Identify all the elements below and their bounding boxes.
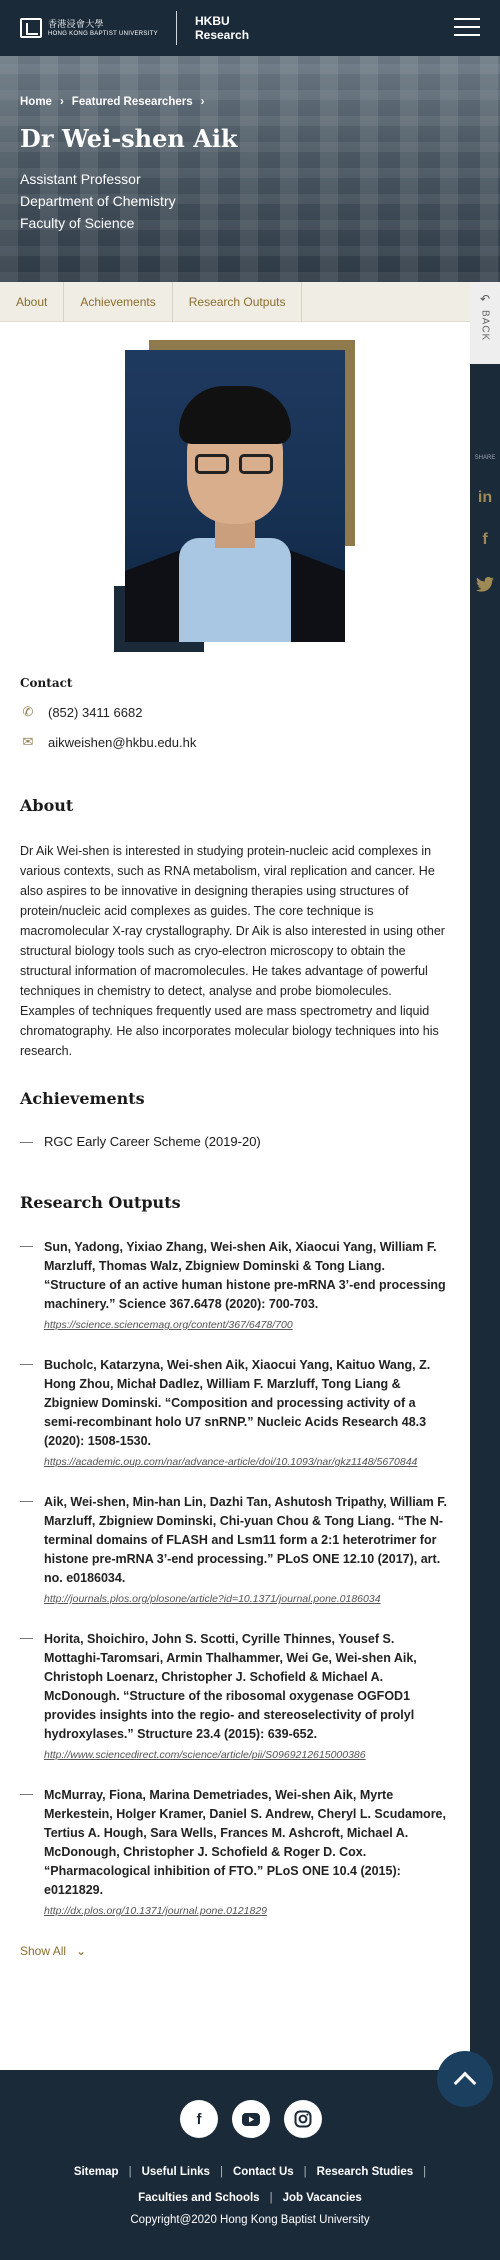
university-logo[interactable]: [20, 18, 158, 38]
researcher-affiliation: [20, 168, 176, 234]
back-button[interactable]: [470, 282, 500, 364]
contact-phone-row: [20, 704, 450, 720]
show-all-button[interactable]: Show All ⌄: [20, 1944, 87, 1958]
research-output-link[interactable]: http://dx.plos.org/10.1371/journal.pone.0121829: [44, 1905, 268, 1917]
research-output-item: [20, 1493, 450, 1606]
research-outputs-heading: Research Outputs: [20, 1193, 181, 1212]
hamburger-menu-icon[interactable]: [454, 18, 480, 38]
breadcrumb: [20, 96, 204, 108]
contact-heading: Contact: [20, 676, 73, 690]
research-output-item: [20, 1356, 450, 1469]
hero-banner: [0, 56, 500, 282]
breadcrumb-featured-researchers[interactable]: Featured Researchers: [71, 96, 193, 108]
main-content: [20, 676, 450, 1958]
researcher-photo: [125, 350, 345, 642]
achievement-item: — RGC Early Career Scheme (2019-20): [20, 1134, 261, 1149]
list-dash: —: [20, 1786, 33, 1801]
breadcrumb-home[interactable]: Home: [20, 96, 52, 108]
logo-mark-icon: [20, 18, 42, 38]
research-output-link[interactable]: https://science.sciencemag.org/content/367/6478/700: [44, 1319, 293, 1331]
research-output-citation: Bucholc, Katarzyna, Wei-shen Aik, Xiaocui Yang, Kaituo Wang, Z. Hong Zhou, Michał Dadlez, William F. Marzluff, Tong Liang & Zbigniew Dominski. “Composition and processing activity of a semi-recombinant holo U7 snRNP.” Nucleic Acids Research 48.3 (2020): 1508-1530.: [44, 1358, 431, 1448]
list-dash: —: [20, 1630, 33, 1645]
share-rail: [470, 282, 500, 2070]
page-title: Dr Wei-shen Aik: [20, 124, 238, 153]
site-name[interactable]: HKBU Research: [194, 14, 250, 42]
research-output-citation: Aik, Wei-shen, Min-han Lin, Dazhi Tan, Ashutosh Tripathy, William F. Marzluff, Zbigniew Dominski, Chi-yuan Chou & Tong Liang. “The N-terminal domains of FLASH and Lsm11 form a 2:1 heterotrimer for histone pre-mRNA 3’-end processing.” PLoS ONE 12.10 (2017), art. no. e0186034.: [44, 1495, 447, 1585]
list-dash: —: [20, 1238, 33, 1253]
tab-achievements[interactable]: Achievements: [64, 282, 172, 322]
back-arrow-icon: ↶: [479, 292, 491, 306]
twitter-icon[interactable]: [475, 574, 495, 594]
footer-social-links: [180, 2100, 322, 2138]
footer-link-contact-us[interactable]: Contact Us: [232, 2166, 294, 2178]
share-label: SHARE: [474, 455, 496, 461]
linkedin-icon[interactable]: in: [477, 489, 493, 506]
instagram-icon[interactable]: [284, 2100, 322, 2138]
contact-phone[interactable]: (852) 3411 6682: [48, 704, 143, 720]
facebook-icon[interactable]: f: [180, 2100, 218, 2138]
breadcrumb-chevron-icon: ›: [200, 96, 205, 108]
achievements-heading: Achievements: [20, 1089, 145, 1108]
research-output-item: [20, 1630, 450, 1762]
researcher-department: Department of Chemistry: [20, 193, 176, 209]
section-tabs: [0, 282, 470, 322]
researcher-position: Assistant Professor: [20, 171, 141, 187]
research-output-item: [20, 1238, 450, 1332]
research-output-link[interactable]: https://academic.oup.com/nar/advance-article/doi/10.1093/nar/gkz1148/5670844: [44, 1456, 418, 1468]
logo-divider: [176, 11, 177, 45]
researcher-faculty: Faculty of Science: [20, 215, 135, 231]
research-output-link[interactable]: http://journals.plos.org/plosone/article?id=10.1371/journal.pone.0186034: [44, 1593, 381, 1605]
tab-research-outputs[interactable]: Research Outputs: [173, 282, 303, 322]
about-text: Dr Aik Wei-shen is interested in studying protein-nucleic acid complexes in various contexts, such as RNA metabolism, viral replication and cancer. He also aspires to be innovative in designing therapies using structures of protein/nucleic acid complexes as guides. The core technique is macromolecular X-ray crystallography. Dr Aik is also interested in using other structural biology tools such as cryo-electron microscopy to obtain the structural information of macromolecules. He takes advantage of powerful techniques in chemistry to detect, analyse and probe biomolecules. Examples of techniques frequently used are mass spectrometry and liquid chromatography. He also incorporates molecular biology techniques into his research.: [20, 844, 445, 1058]
facebook-icon[interactable]: f: [482, 531, 488, 548]
tab-about[interactable]: About: [0, 282, 64, 322]
footer-link-faculties-and-schools[interactable]: Faculties and Schools: [138, 2192, 260, 2204]
research-output-citation: Sun, Yadong, Yixiao Zhang, Wei-shen Aik, Xiaocui Yang, William F. Marzluff, Thomas Walz, Zbigniew Dominski & Tong Liang. “Structure of an active human histone pre-mRNA 3’-end processing machinery.” Science 367.6478 (2020): 700-703.: [44, 1240, 446, 1311]
envelope-icon: ✉: [22, 734, 34, 749]
footer-link-job-vacancies[interactable]: Job Vacancies: [282, 2192, 362, 2204]
list-dash: —: [20, 1356, 33, 1371]
footer-link-sitemap[interactable]: Sitemap: [73, 2166, 119, 2178]
back-label: BACK: [479, 310, 491, 342]
site-footer: [0, 2070, 500, 2260]
list-dash: —: [20, 1493, 33, 1508]
list-dash: —: [20, 1134, 33, 1149]
footer-links-row-1: Sitemap | Useful Links | Contact Us | Research Studies |: [73, 2166, 427, 2178]
research-output-link[interactable]: http://www.sciencedirect.com/science/article/pii/S0969212615000386: [44, 1749, 366, 1761]
contact-email[interactable]: aikweishen@hkbu.edu.hk: [48, 734, 197, 750]
research-output-citation: Horita, Shoichiro, John S. Scotti, Cyrille Thinnes, Yousef S. Mottaghi-Taromsari, Armin Thalhammer, Wei Ge, Wei-shen Aik, Christoph Loenarz, Christopher J. Schofield & Michael A. McDonough. “Structure of the ribosomal oxygenase OGFOD1 provides insights into the regio- and stereoselectivity of prolyl hydroxylases.” Structure 23.4 (2015): 639-652.: [44, 1632, 417, 1741]
back-to-top-button[interactable]: [437, 2051, 493, 2107]
footer-link-research-studies[interactable]: Research Studies: [316, 2166, 414, 2178]
logo-text-chinese: 香港浸會大學: [48, 18, 104, 29]
contact-email-row: [20, 734, 450, 750]
research-output-citation: McMurray, Fiona, Marina Demetriades, Wei-shen Aik, Myrte Merkestein, Holger Kramer, Daniel S. Andrew, Cheryl L. Scudamore, Tertius A. Hough, Sara Wells, Frances M. Ashcroft, Michael A. McDonough, Christopher J. Schofield & Roger D. Cox. “Pharmacological inhibition of FTO.” PLoS ONE 10.4 (2015): e0121829.: [44, 1788, 446, 1897]
footer-links-row-2: Faculties and Schools | Job Vacancies: [138, 2192, 362, 2204]
phone-icon: ✆: [22, 704, 34, 719]
youtube-icon[interactable]: [232, 2100, 270, 2138]
copyright: Copyright@2020 Hong Kong Baptist University: [130, 2214, 370, 2226]
about-heading: About: [20, 796, 74, 815]
chevron-down-icon: ⌄: [76, 1944, 87, 1958]
logo-text-english: HONG KONG BAPTIST UNIVERSITY: [48, 30, 158, 37]
chevron-up-icon: [454, 2072, 477, 2095]
research-output-item: [20, 1786, 450, 1918]
site-header: [0, 0, 500, 56]
footer-link-useful-links[interactable]: Useful Links: [141, 2166, 210, 2178]
breadcrumb-chevron-icon: ›: [59, 96, 64, 108]
